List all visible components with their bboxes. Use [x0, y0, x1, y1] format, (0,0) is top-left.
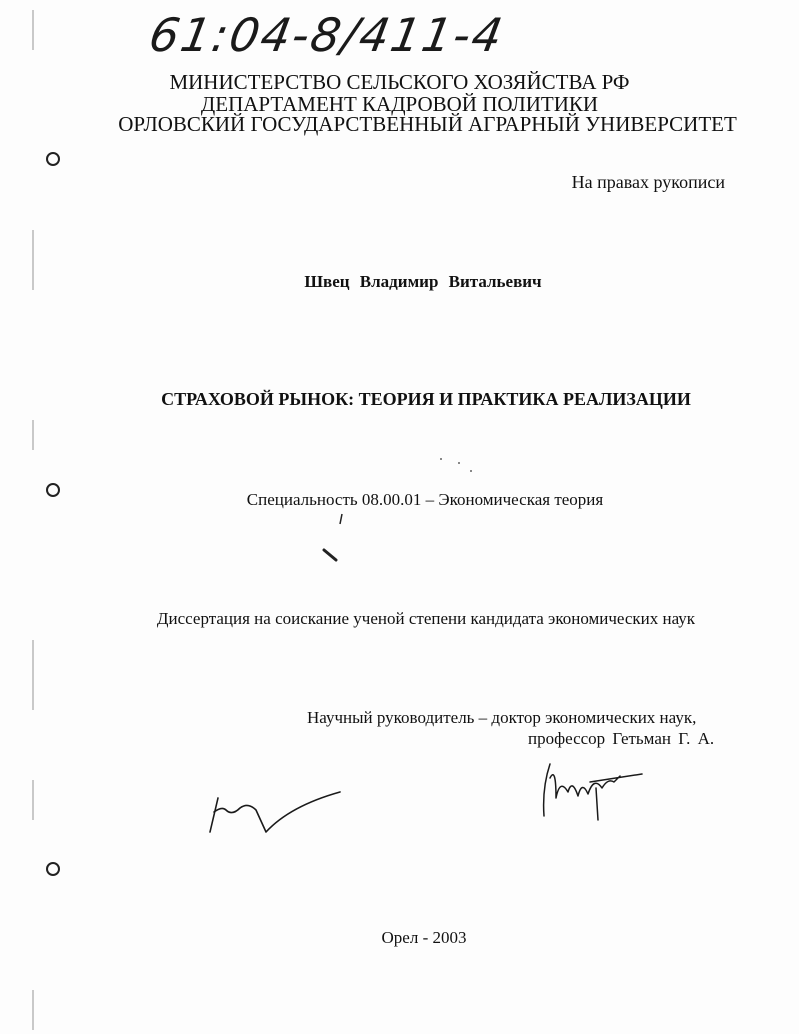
scan-speck — [470, 470, 472, 472]
scan-edge-mark — [32, 780, 34, 820]
supervisor-degree: Научный руководитель – доктор экономических наук, — [307, 708, 697, 727]
scan-edge-mark — [32, 640, 34, 710]
author-signature-icon — [200, 780, 350, 840]
degree-statement: Диссертация на соискание ученой степени кандидата экономических наук — [156, 609, 696, 628]
binding-hole-icon — [46, 152, 60, 166]
pen-mark-icon — [330, 512, 360, 572]
header-ministry: МИНИСТЕРСТВО СЕЛЬСКОГО ХОЗЯЙСТВА РФ — [169, 70, 630, 94]
scan-edge-mark — [32, 10, 34, 50]
scan-edge-mark — [32, 420, 34, 450]
header-university: ОРЛОВСКИЙ ГОСУДАРСТВЕННЫЙ АГРАРНЫЙ УНИВЕРСИТЕТ — [118, 112, 737, 136]
scan-edge-mark — [32, 990, 34, 1030]
scan-speck — [440, 458, 442, 460]
author-name: Швец Владимир Витальевич — [304, 272, 542, 291]
dissertation-title: СТРАХОВОЙ РЫНОК: ТЕОРИЯ И ПРАКТИКА РЕАЛИЗАЦИИ — [161, 389, 691, 409]
header-department: ДЕПАРТАМЕНТ КАДРОВОЙ ПОЛИТИКИ — [200, 92, 599, 116]
scan-speck — [458, 462, 460, 464]
rights-note: На правах рукописи — [571, 172, 725, 192]
archive-code-handwritten: 61:04-8/411-4 — [145, 8, 509, 62]
binding-hole-icon — [46, 862, 60, 876]
specialty: Специальность 08.00.01 – Экономическая теория — [246, 490, 604, 509]
city-year: Орел - 2003 — [381, 928, 467, 947]
supervisor-name: профессор Гетьман Г. А. — [528, 729, 715, 748]
supervisor-signature-icon — [538, 758, 658, 828]
